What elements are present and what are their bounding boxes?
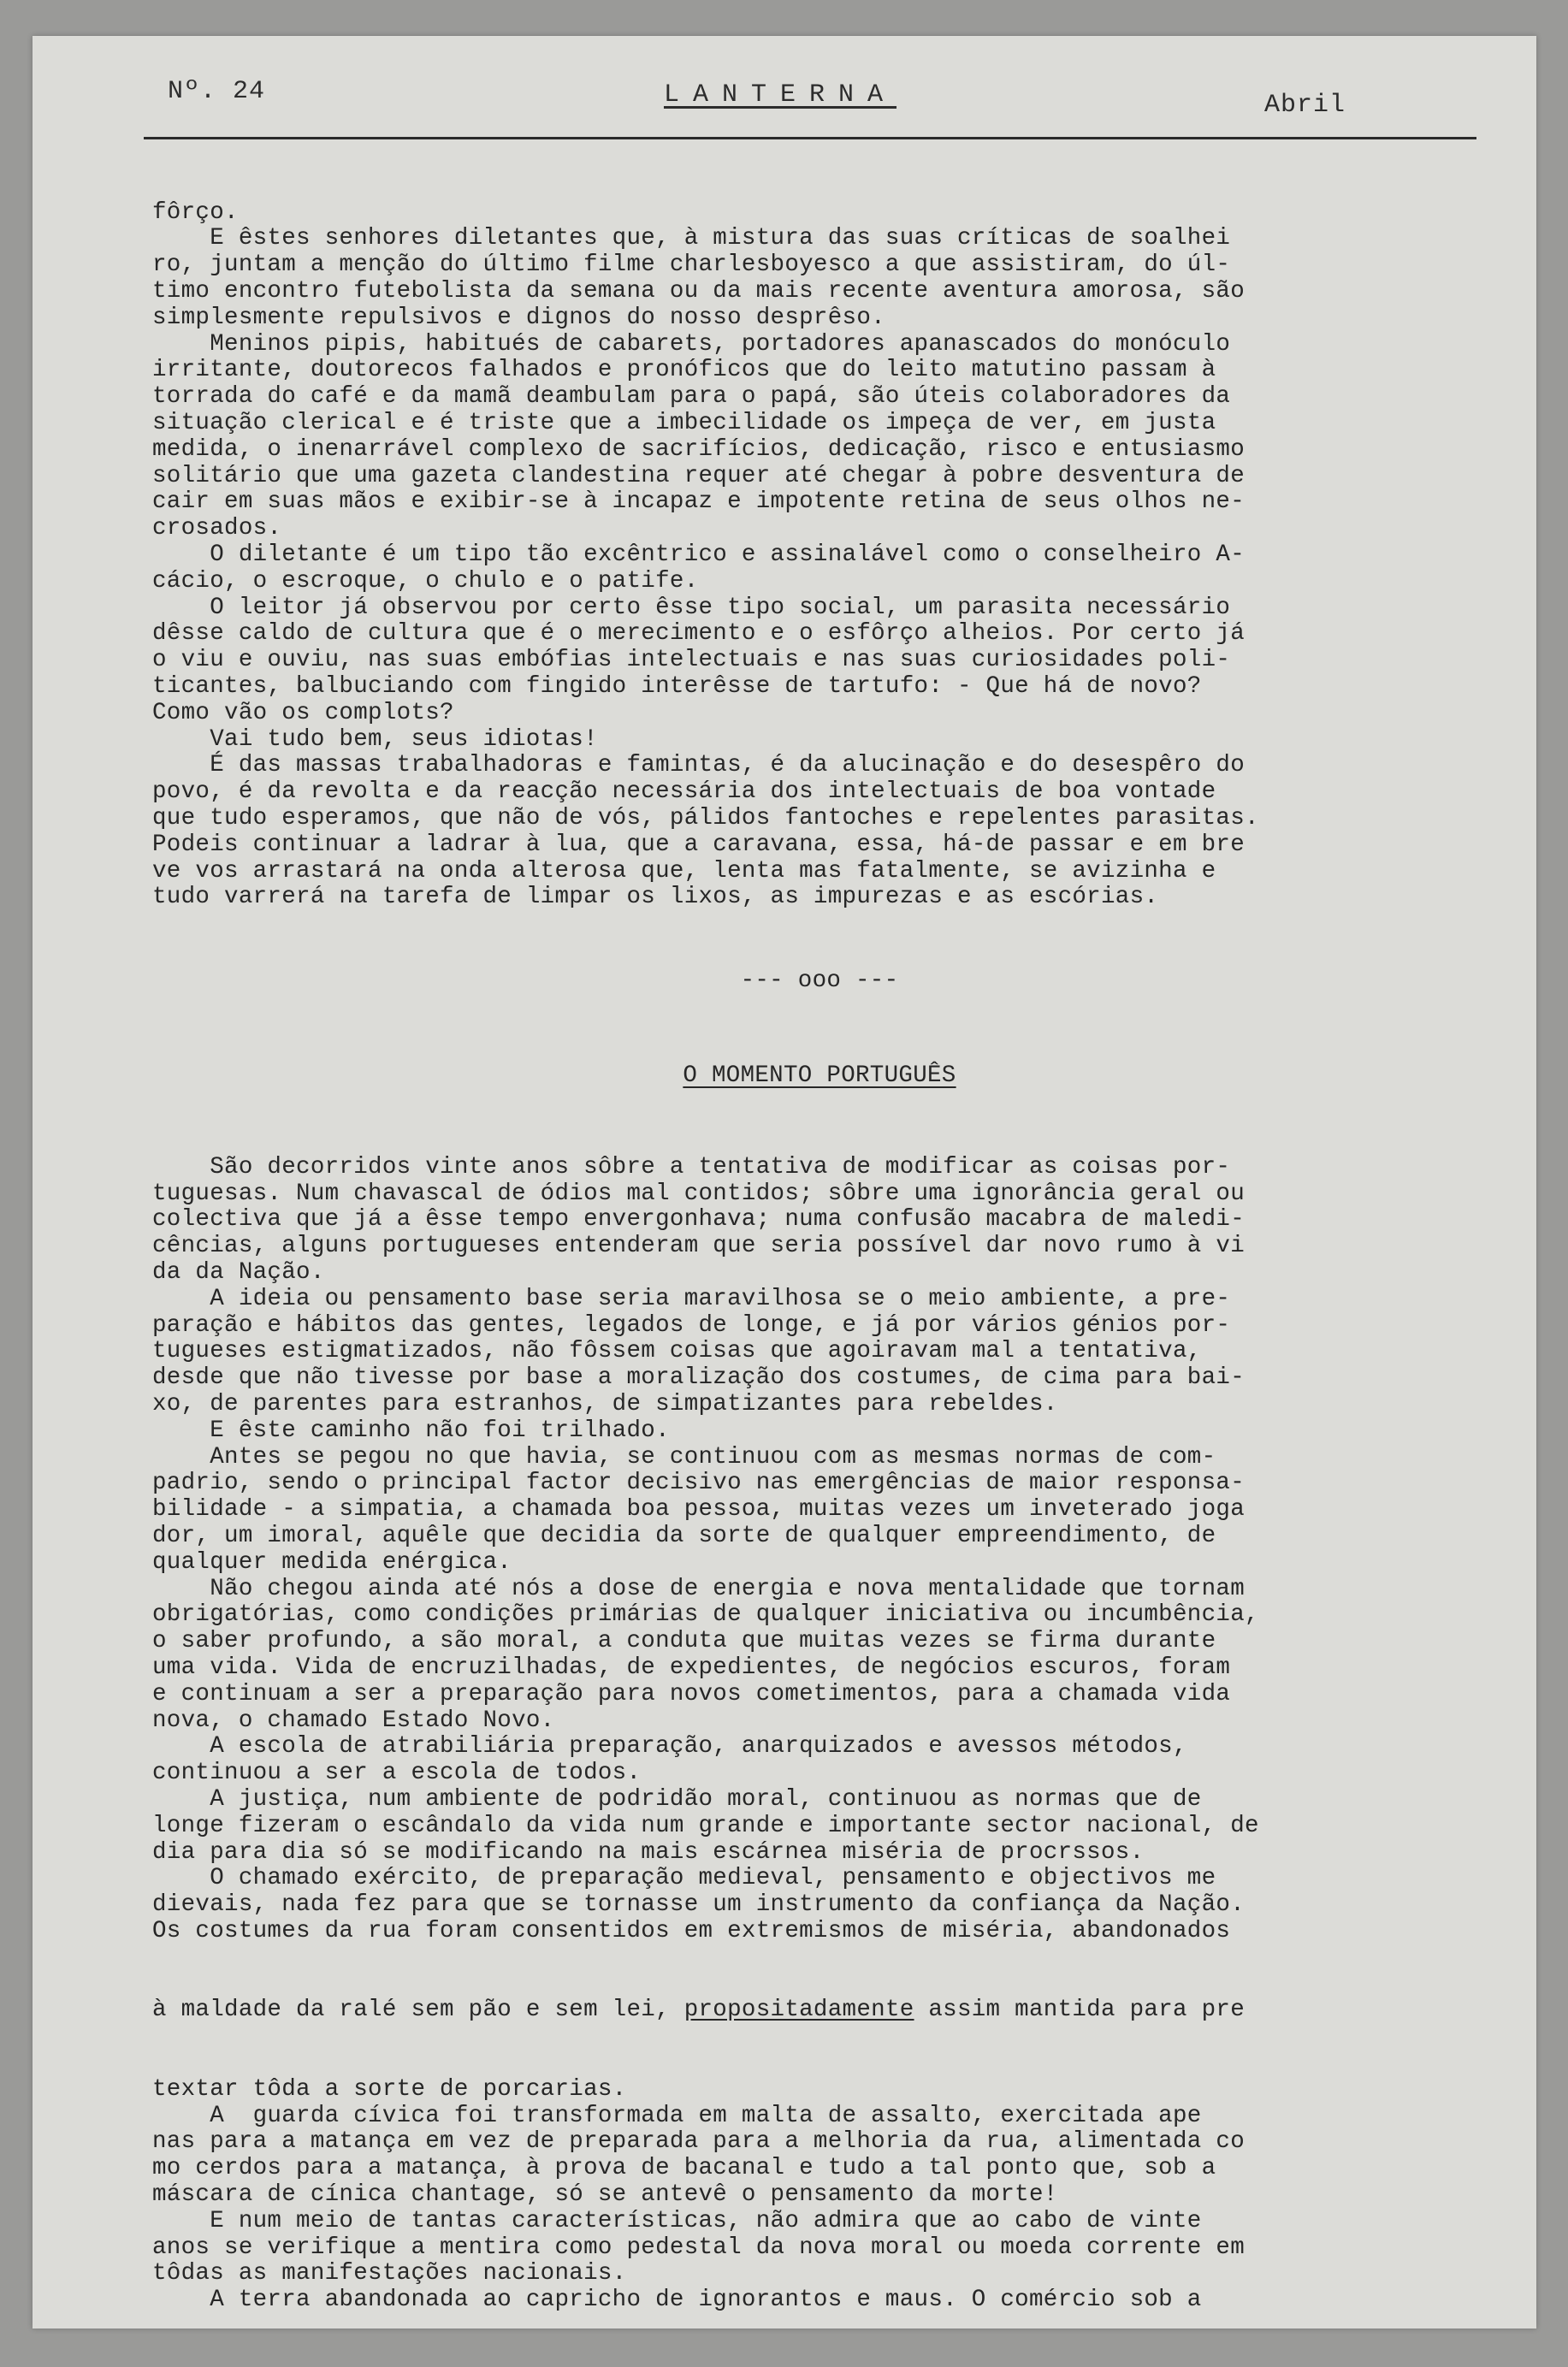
section-separator: --- ooo --- [740,967,899,994]
article-line: Os costumes da rua foram consentidos em extremismos de miséria, abandonados [152,1918,1231,1944]
article-line-text: assim mantida para pre [914,1997,1246,2024]
article-line: É das massas trabalhadoras e famintas, é da alucinação e do desespêro do [152,752,1246,779]
section-title: O MOMENTO PORTUGUÊS [683,1062,956,1090]
article-line: São decorridos vinte anos sôbre a tentativa de modificar as coisas por- [152,1153,1231,1181]
article-line: nas para a matança em vez de preparada para a melhoria da rua, alimentada co [152,2128,1246,2156]
article-line: tôdas as manifestações nacionais. [152,2260,627,2287]
article-line: desde que não tivesse por base a moralização dos costumes, de cima para bai- [152,1364,1246,1392]
article-line: Não chegou ainda até nós a dose de energia e nova mentalidade que tornam [152,1575,1246,1602]
article-line: situação clerical e é triste que a imbecilidade os impeça de ver, em justa [152,409,1216,436]
article-line: tuguesas. Num chavascal de ódios mal contidos; sôbre uma ignorância geral ou [152,1180,1246,1207]
article-line: A ideia ou pensamento base seria maravilhosa se o meio ambiente, a pre- [152,1285,1231,1312]
article-line: textar tôda a sorte de porcarias. [152,2075,627,2103]
article-line: padrio, sendo o principal factor decisivo nas emergências de maior responsa- [152,1470,1246,1497]
article-line: bilidade - a simpatia, a chamada boa pessoa, muitas vezes um inveterado joga [152,1496,1246,1524]
article-line: torrada do café e da mamã deambulam para o papá, são úteis colaboradores da [152,383,1231,411]
article-line: O chamado exército, de preparação medieval, pensamento e objectivos me [152,1865,1216,1892]
article-line: Vai tudo bem, seus idiotas! [152,725,598,753]
masthead-title: LANTERNA [664,80,897,109]
article-line: fôrço. [152,198,239,226]
article-line: uma vida. Vida de encruzilhadas, de expedientes, de negócios escuros, foram [152,1654,1231,1682]
article-line: obrigatórias, como condições primárias de qualquer iniciativa ou incumbência, [152,1601,1259,1629]
article-line: E êste caminho não foi trilhado. [152,1417,670,1444]
article-line: medida, o inenarrável complexo de sacrifícios, dedicação, risco e entusiasmo [152,435,1246,463]
article-line: nova, o chamado Estado Novo. [152,1707,555,1734]
article-line: povo, é da revolta e da reacção necessária dos intelectuais de boa vontade [152,778,1216,806]
article-line: da da Nação. [152,1259,325,1287]
typewritten-page [33,36,1536,2329]
page-body [152,147,1487,2367]
article-line: ro, juntam a menção do último filme charlesboyesco a que assistiram, do úl- [152,251,1231,279]
article-line: máscara de cínica chantage, só se antevê o pensamento da morte! [152,2181,1058,2208]
article-line: e continuam a ser a preparação para novos cometimentos, para a chamada vida [152,1680,1231,1707]
article-line: longe fizeram o escândalo da vida num grande e importante sector nacional, de [152,1812,1259,1839]
header-rule [144,137,1476,139]
article-momento-portugues-part2 [152,2077,1487,2314]
article-line: continuou a ser a escola de todos. [152,1760,642,1787]
article-line: o saber profundo, a são moral, a conduta que muitas vezes se firma durante [152,1628,1216,1655]
article-line: anos se verifique a mentira como pedestal da nova moral ou moeda corrente em [152,2234,1246,2261]
article-line: xo, de parentes para estranhos, de simpatizantes para rebeldes. [152,1391,1058,1418]
article-line: timo encontro futebolista da semana ou da mais recente aventura amorosa, são [152,277,1246,305]
article-line: tudo varrerá na tarefa de limpar os lixos, as impurezas e as escórias. [152,884,1159,911]
article-line: mo cerdos para a matança, à prova de bacanal e tudo a tal ponto que, sob a [152,2155,1216,2182]
article-line: O diletante é um tipo tão excêntrico e assinalável como o conselheiro A- [152,541,1246,568]
article-line: A escola de atrabiliária preparação, anarquizados e avessos métodos, [152,1733,1187,1760]
article-line: A guarda cívica foi transformada em malta de assalto, exercitada ape [152,2102,1202,2129]
page-header [33,36,1536,147]
article-line: qualquer medida enérgica. [152,1548,512,1576]
article-line: cair em suas mãos e exibir-se à incapaz e impotente retina de seus olhos ne- [152,488,1246,516]
article-line: crosados. [152,515,282,542]
article-line-emphasis [152,1997,1487,2024]
article-line: ticantes, balbuciando com fingido interêsse de tartufo: - Que há de novo? [152,672,1202,700]
article-line: dia para dia só se modificando na mais escárnea miséria de procrssos. [152,1838,1145,1866]
emphasis-word: propositadamente [683,1997,914,2024]
article-line: dor, um imoral, aquêle que decidia da sorte de qualquer empreendimento, de [152,1523,1216,1550]
article-line: colectiva que já a êsse tempo envergonhava; numa confusão macabra de maledi- [152,1206,1246,1234]
article-line: Como vão os complots? [152,699,454,726]
article-line: cências, alguns portugueses entenderam que seria possível dar novo rumo à vi [152,1233,1246,1260]
article-diletantes [152,200,1487,912]
article-line: cácio, o escroque, o chulo e o patife. [152,567,699,595]
article-line: tugueses estigmatizados, não fôssem coisas que agoiravam mal a tentativa, [152,1338,1202,1365]
article-line: dêsse caldo de cultura que é o merecimento e o esfôrço alheios. Por certo já [152,620,1246,648]
article-line: paração e hábitos das gentes, legados de longe, e já por vários génios por- [152,1311,1231,1339]
article-line: Meninos pipis, habitués de cabarets, portadores apanascados do monóculo [152,330,1231,358]
article-line: Podeis continuar a ladrar à lua, que a caravana, essa, há-de passar e em bre [152,831,1246,858]
article-line: E num meio de tantas características, não admira que ao cabo de vinte [152,2207,1202,2234]
article-line: O leitor já observou por certo êsse tipo social, um parasita necessário [152,594,1231,621]
article-line: A terra abandonada ao capricho de ignorantos e maus. O comércio sob a [152,2287,1202,2314]
article-line-text: à maldade da ralé sem pão e sem lei, [152,1997,684,2024]
article-line: dievais, nada fez para que se tornasse um instrumento da confiança da Nação. [152,1891,1246,1919]
article-line: que tudo esperamos, que não de vós, pálidos fantoches e repelentes parasitas. [152,804,1259,831]
article-line: irritante, doutorecos falhados e pronóficos que do leito matutino passam à [152,357,1216,384]
article-momento-portugues-part1 [152,1155,1487,1945]
article-line: simplesmente repulsivos e dignos do nosso desprêso. [152,304,885,331]
article-line: E êstes senhores diletantes que, à mistura das suas críticas de soalhei [152,225,1231,252]
issue-number: Nº. 24 [168,77,266,106]
article-line: ve vos arrastará na onda alterosa que, lenta mas fatalmente, se avizinha e [152,857,1216,885]
article-line: solitário que uma gazeta clandestina requer até chegar à pobre desventura de [152,462,1246,489]
article-line: Antes se pegou no que havia, se continuou com as mesmas normas de com- [152,1443,1216,1470]
issue-month: Abril [1264,91,1346,120]
article-line: A justiça, num ambiente de podridão moral, continuou as normas que de [152,1786,1202,1814]
article-line: o viu e ouviu, nas suas embófias intelectuais e nas suas curiosidades poli- [152,647,1231,674]
